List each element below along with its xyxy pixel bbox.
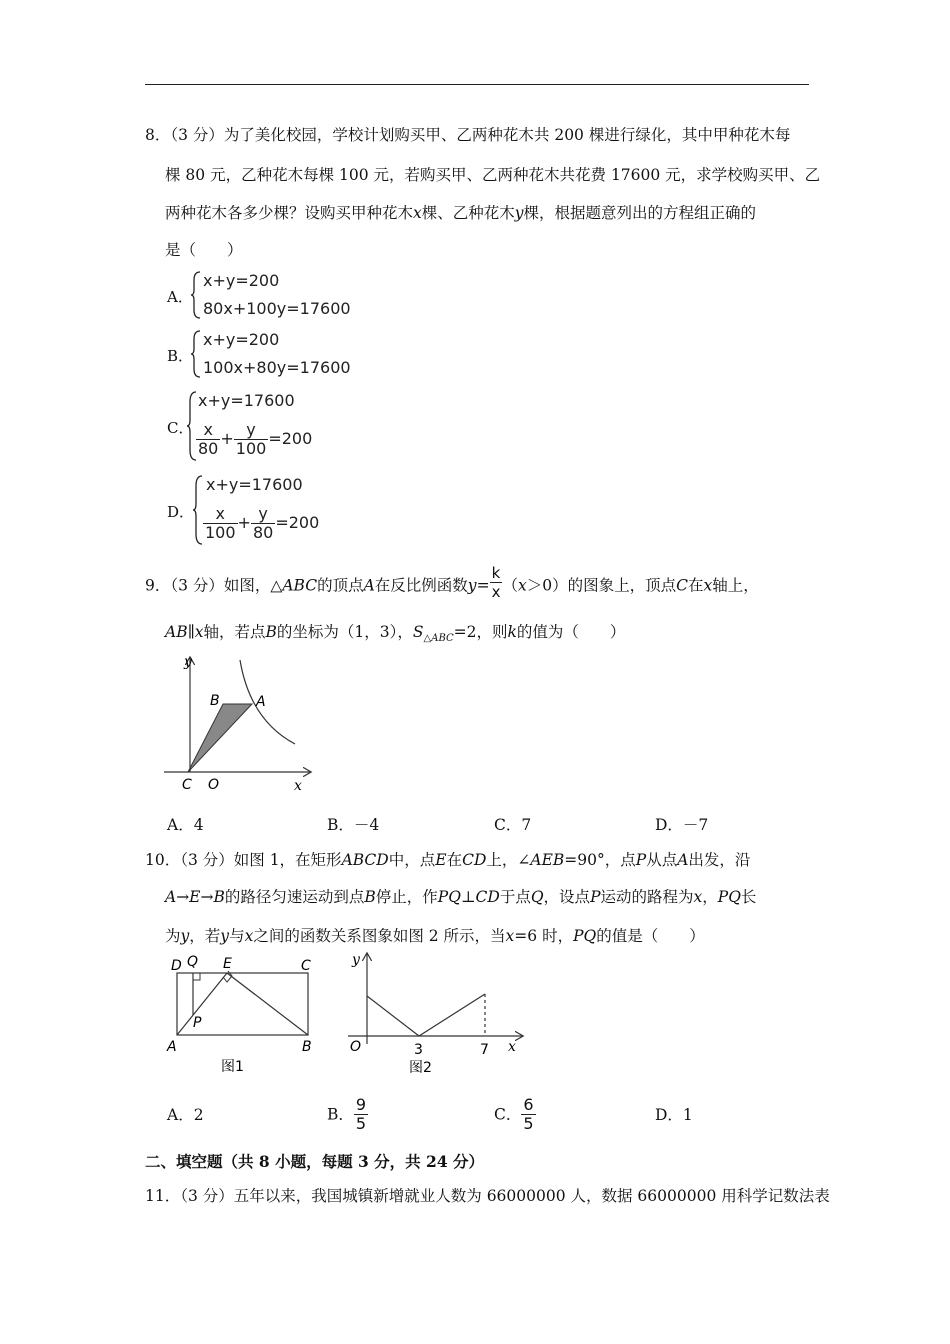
q9-line1: 9．（3 分）如图，△ABC的顶点A在反比例函数y= $\frac{k}{x}$ （x＞0）的图象上，顶点C在x轴上， (145, 564, 759, 601)
q10-fig2-o-label: O (350, 1039, 362, 1055)
q8-option-d-letter: D． (167, 503, 195, 521)
q10-fig2-tick-3: 3 (414, 1042, 423, 1058)
q10-option-a: A．2 (167, 1106, 204, 1124)
q9-fig-b-label: B (210, 693, 220, 709)
q8-line2: 棵 80 元，乙种花木每棵 100 元，若购买甲、乙两种花木共花费 17600 元，求学校购买甲、乙 (165, 166, 821, 184)
q8-option-d-eq1: x+y=17600 (206, 475, 303, 494)
q11-line1: 11．（3 分）五年以来，我国城镇新增就业人数为 66000000 人，数据 66000000 用科学记数法表 (145, 1187, 830, 1205)
q10-figure-1 (163, 950, 323, 1080)
q10-fig1-caption: 图1 (221, 1059, 244, 1075)
q10-fig1-a-label: A (167, 1039, 177, 1055)
q10-fig1-q-label: Q (187, 954, 199, 970)
q10-fig2-caption: 图2 (409, 1060, 432, 1076)
q10-line2: A→E→B的路径匀速运动到点B停止，作PQ⊥CD于点Q，设点P运动的路程为x，PQ长 (165, 888, 757, 906)
q8-option-b-letter: B． (167, 347, 194, 365)
q8-option-c-eq2: $\frac{x}{80}$ + $\frac{y}{100}$ =200 (198, 420, 313, 458)
q9-option-d: D．－7 (655, 816, 709, 834)
q10-option-c: C． $\frac{6}{5}$ (494, 1095, 534, 1133)
q8-option-c-letter: C． (167, 419, 194, 437)
q9-fig-x-label: x (294, 778, 302, 794)
q8-option-a-eq2: 80x+100y=17600 (203, 299, 351, 318)
section-2-title: 二、填空题（共 8 小题，每题 3 分，共 24 分） (145, 1152, 485, 1171)
q9-figure (160, 650, 320, 795)
q10-line3: 为y，若y与x之间的函数关系图象如图 2 所示，当x=6 时，PQ的值是（ ） (165, 927, 705, 945)
q9-line2: AB∥x轴，若点B的坐标为（1，3），$S_{\triangle ABC}=2$，则k的值为（ ） (165, 623, 626, 645)
q8-line4: 是（ ） (165, 241, 243, 259)
q10-fig1-d-label: D (171, 958, 182, 974)
q8-option-a-brace (190, 270, 202, 320)
q8-option-d-eq2: $\frac{x}{100}$ + $\frac{y}{80}$ =200 (205, 504, 320, 542)
q8-line3: 两种花木各多少棵？设购买甲种花木x棵、乙种花木y棵，根据题意列出的方程组正确的 (165, 204, 757, 222)
q10-fig1-c-label: C (301, 958, 311, 974)
q8-option-c-eq1: x+y=17600 (198, 391, 295, 410)
q8-line1: 8．（3 分）为了美化校园，学校计划购买甲、乙两种花木共 200 棵进行绿化，其中甲种花木每 (145, 126, 791, 144)
header-rule (145, 84, 809, 85)
q9-option-a: A．4 (167, 816, 204, 834)
q10-fig2-x-label: x (508, 1039, 516, 1055)
q10-fig1-p-label: P (193, 1015, 202, 1031)
q10-fig1-b-label: B (302, 1039, 312, 1055)
q10-option-d: D．1 (655, 1106, 693, 1124)
q10-option-b: B． $\frac{9}{5}$ (327, 1095, 367, 1133)
q9-fig-o-label: O (208, 777, 220, 793)
q10-fig2-y-label: y (352, 952, 360, 968)
q8-option-b-eq1: x+y=200 (203, 330, 280, 349)
q10-line1: 10．（3 分）如图 1，在矩形ABCD中，点E在CD上，∠AEB=90°，点P从点A出发，沿 (145, 851, 751, 869)
q9-fig-y-label: y (184, 654, 192, 670)
q9-fig-a-label: A (256, 694, 266, 710)
q8-option-a-eq1: x+y=200 (203, 271, 280, 290)
q8-option-b-eq2: 100x+80y=17600 (203, 358, 351, 377)
q10-figure-2 (340, 948, 530, 1080)
q9-option-c: C．7 (494, 816, 532, 834)
q10-fig2-tick-7: 7 (480, 1042, 489, 1058)
q9-option-b: B．－4 (327, 816, 380, 834)
q10-fig1-e-label: E (223, 956, 232, 972)
q8-option-a-letter: A． (167, 288, 193, 306)
q9-fig-c-label: C (182, 777, 192, 793)
q8-option-b-brace (190, 329, 202, 379)
